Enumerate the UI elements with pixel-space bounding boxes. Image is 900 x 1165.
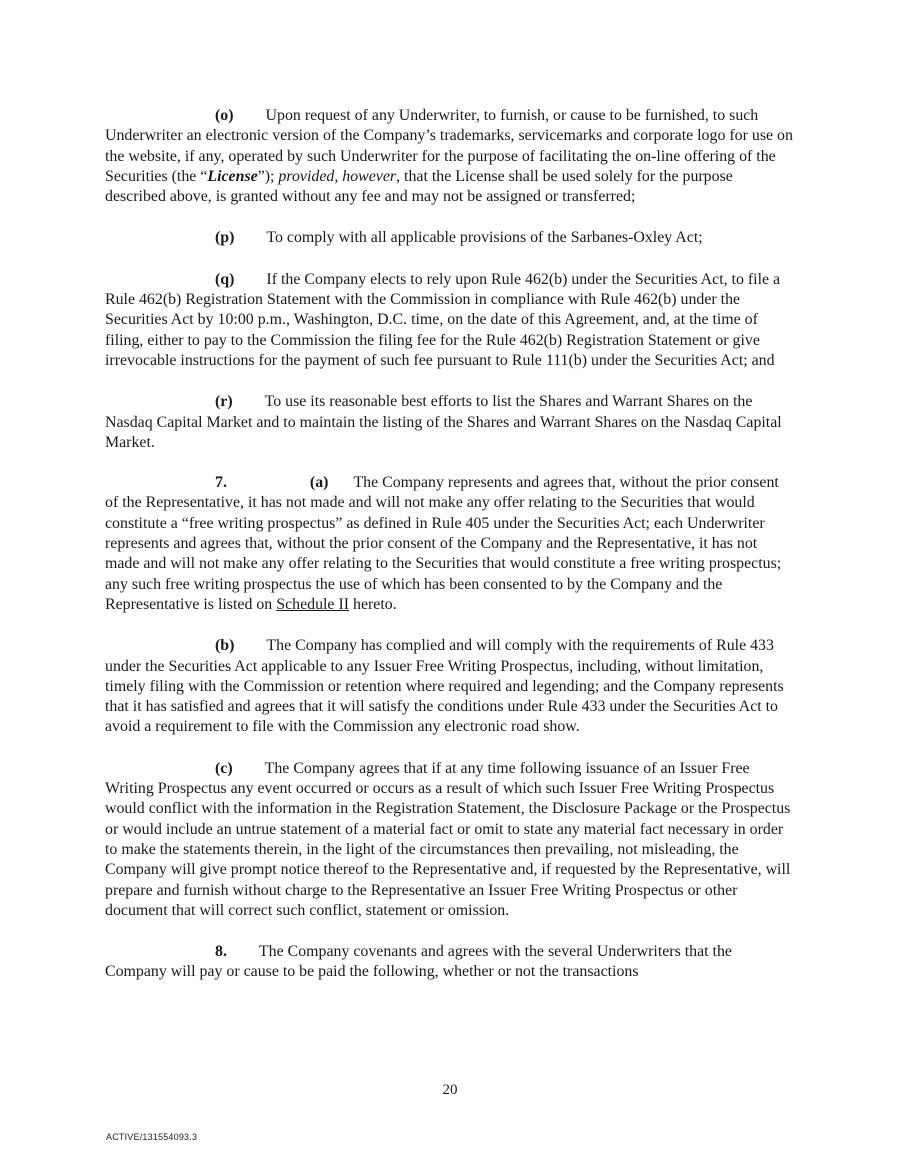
paragraph-label: (o) [215, 107, 234, 124]
section-8 [105, 942, 795, 983]
italic-phrase: provided, however [278, 167, 397, 185]
paragraph-text: ”); [257, 167, 279, 185]
paragraph-o [105, 106, 795, 207]
paragraph-text: Upon request of any Underwriter, to furnish, or cause to be furnished, to such Underwriter an electronic version of the Company’s trademarks, servicemarks and corporate logo for use on the website, if any, operated by such Underwriter for the purpose of facilitating the on-line offering of the Securities (the “ [105, 107, 793, 185]
document-id: ACTIVE/131554093.3 [106, 1132, 198, 1142]
page-number: 20 [442, 1082, 458, 1098]
paragraph-text: , that the License shall be used solely for the purpose described above, is granted without any fee and may not be assigned or transferred; [105, 167, 733, 206]
section-number: 7. [215, 474, 227, 492]
defined-term: License [207, 167, 258, 185]
paragraph-c [105, 759, 795, 921]
paragraph-text: hereto. [349, 595, 397, 613]
section-number: 8. [215, 943, 227, 961]
paragraph-text: To comply with all applicable provisions of the Sarbanes-Oxley Act; [266, 229, 703, 247]
paragraph-label: (p) [215, 229, 235, 247]
paragraph-label: (c) [215, 759, 233, 777]
paragraph-label: (a) [309, 474, 329, 492]
paragraph-text: The Company represents and agrees that, without the prior consent of the Representative, it has not made and will not make any offer relating to the Securities that would constitute a “free writing prospectus” as defined in Rule 405 under the Securities Act; each Underwriter represents and agrees that, without the prior consent of the Company and the Representative, it has not made and will not make any offer relating to the Securities that would constitute a free writing prospectus; any such free writing prospectus the use of which has been consented to by the Company and the Representative is listed on [105, 474, 782, 613]
paragraph-text: The Company agrees that if at any time following issuance of an Issuer Free Writing Prospectus any event occurred or occurs as a result of which such Issuer Free Writing Prospectus would conflict with the information in the Registration Statement, the Disclosure Package or the Prospectus or would include an untrue statement of a material fact or omit to state any material fact necessary in order to make the statements therein, in the light of the circumstances then prevailing, not misleading, the Company will give prompt notice thereof to the Representative and, if requested by the Representative, will prepare and furnish without charge to the Representative an Issuer Free Writing Prospectus or other document that will correct such conflict, statement or omission. [105, 759, 791, 919]
paragraph-label: (q) [215, 270, 235, 288]
paragraph-text: If the Company elects to rely upon Rule 462(b) under the Securities Act, to file a Rule 462(b) Registration Statement with the Commission in compliance with Rule 462(b) under the Securities Act by 10:00 p.m., Washington, D.C. time, on the date of this Agreement, and, at the time of filing, either to pay to the Commission the filing fee for the Rule 462(b) Registration Statement or give irrevocable instructions for the payment of such fee pursuant to Rule 111(b) under the Securities Act; and [105, 270, 781, 369]
paragraph-label: (r) [215, 393, 233, 411]
paragraph-r [105, 392, 795, 453]
paragraph-p [105, 228, 795, 248]
paragraph-label: (b) [215, 637, 235, 655]
paragraph-text: The Company has complied and will comply with the requirements of Rule 433 under the Securities Act applicable to any Issuer Free Writing Prospectus, including, without limitation, timely filing with the Commission or retention where required and legending; and the Company represents that it has satisfied and agrees that it will satisfy the conditions under Rule 433 under the Securities Act to avoid a requirement to file with the Commission any electronic road show. [105, 637, 784, 736]
document-body [105, 106, 795, 983]
paragraph-b [105, 636, 795, 737]
paragraph-text: To use its reasonable best efforts to list the Shares and Warrant Shares on the Nasdaq Capital Market and to maintain the listing of the Shares and Warrant Shares on the Nasdaq Capital Market. [105, 393, 782, 451]
section-7a [105, 473, 795, 615]
schedule-reference: Schedule II [276, 595, 350, 613]
paragraph-q [105, 270, 795, 371]
paragraph-text: The Company covenants and agrees with the several Underwriters that the Company will pay or cause to be paid the following, whether or not the transactions [105, 943, 732, 981]
